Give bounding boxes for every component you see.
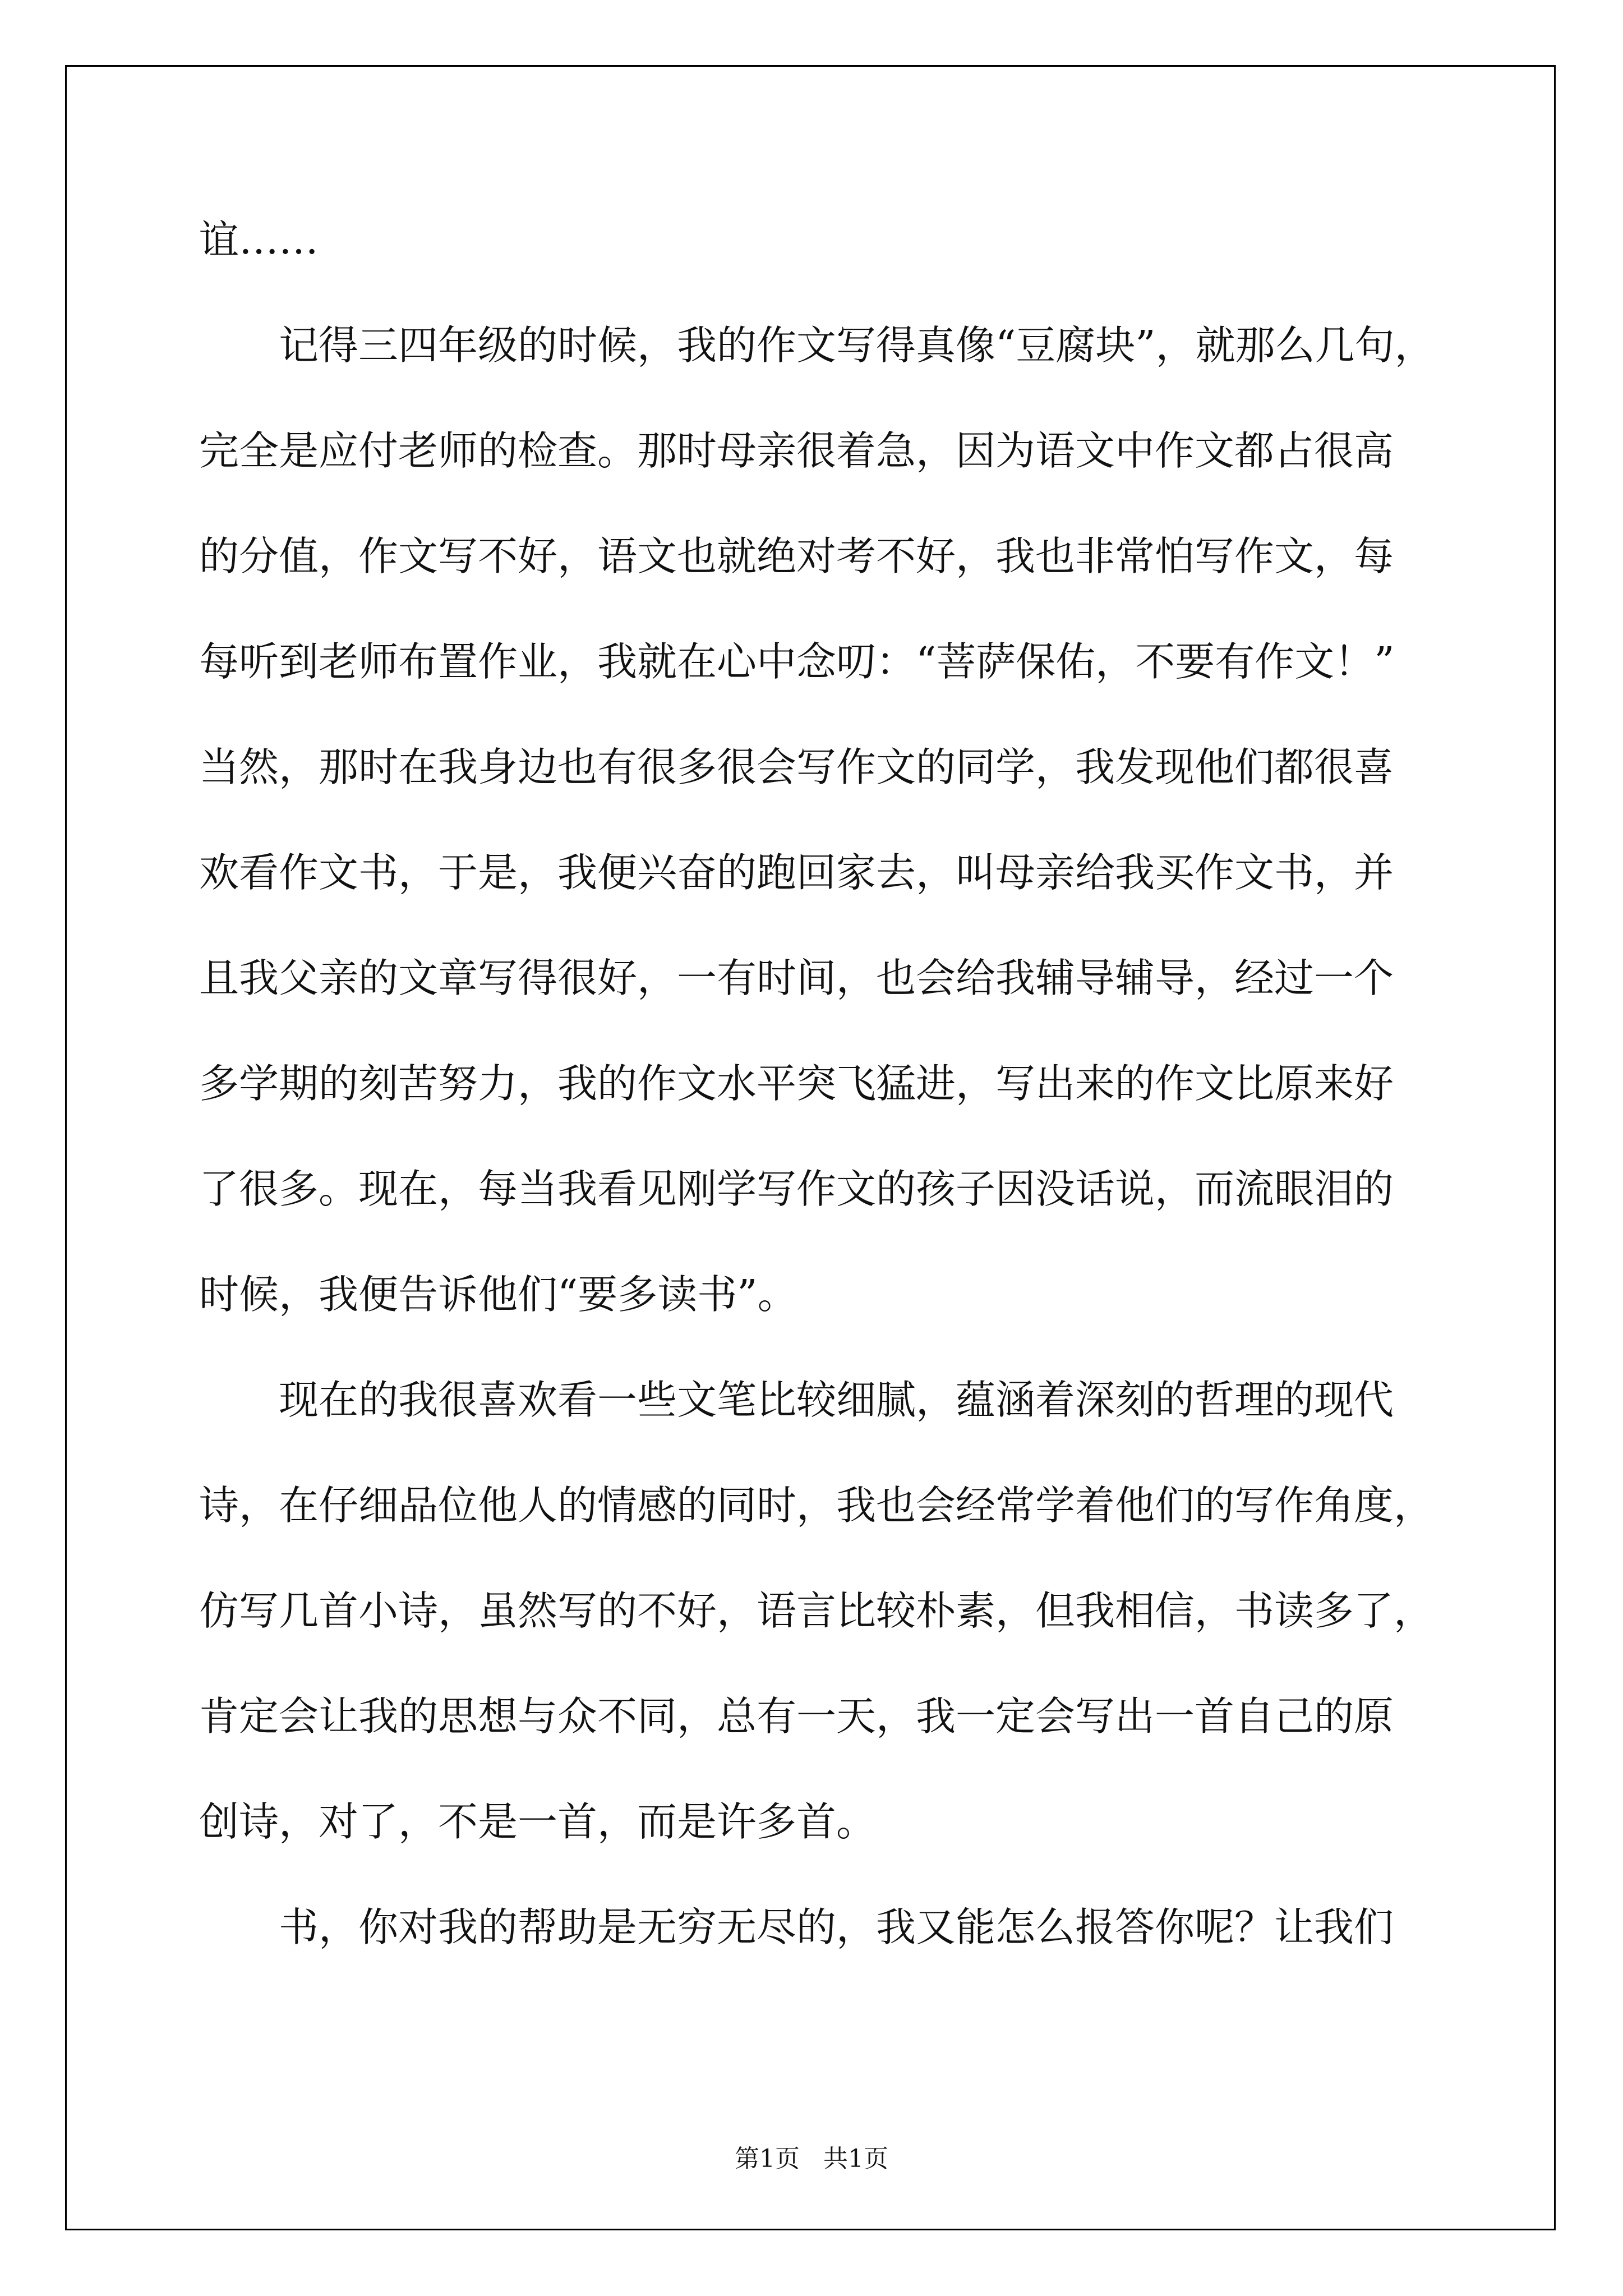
text-line-7: 欢看作文书，于是，我便兴奋的跑回家去，叫母亲给我买作文书，并: [199, 849, 1394, 896]
text-line-17: 书，你对我的帮助是无穷无尽的，我又能怎么报答你呢？让我们: [199, 1904, 1394, 1950]
text-line-16: 创诗，对了，不是一首，而是许多首。: [199, 1798, 877, 1845]
text-line-11: 时候，我便告诉他们“要多读书”。: [199, 1271, 797, 1318]
text-line-5: 每听到老师布置作业，我就在心中念叨：“菩萨保佑，不要有作文！”: [199, 638, 1395, 685]
text-line-4: 的分值，作文写不好，语文也就绝对考不好，我也非常怕写作文，每: [199, 533, 1394, 579]
text-line-14: 仿写几首小诗，虽然写的不好，语言比较朴素，但我相信，书读多了，: [199, 1588, 1434, 1634]
text-line-8: 且我父亲的文章写得很好，一有时间，也会给我辅导辅导，经过一个: [199, 955, 1394, 1001]
text-line-1: 谊……: [199, 217, 319, 263]
text-line-10: 了很多。现在，每当我看见刚学写作文的孩子因没话说，而流眼泪的: [199, 1166, 1394, 1212]
page-footer: 第1页 共1页: [735, 2145, 888, 2173]
text-line-13: 诗，在仔细品位他人的情感的同时，我也会经常学着他们的写作角度，: [199, 1482, 1434, 1529]
text-line-6: 当然，那时在我身边也有很多很会写作文的同学，我发现他们都很喜: [199, 744, 1394, 790]
text-line-3: 完全是应付老师的检查。那时母亲很着急，因为语文中作文都占很高: [199, 427, 1394, 474]
text-line-12: 现在的我很喜欢看一些文笔比较细腻，蕴涵着深刻的哲理的现代: [199, 1377, 1394, 1423]
text-line-9: 多学期的刻苦努力，我的作文水平突飞猛进，写出来的作文比原来好: [199, 1060, 1394, 1107]
text-line-15: 肯定会让我的思想与众不同，总有一天，我一定会写出一首自己的原: [199, 1693, 1394, 1740]
text-line-2: 记得三四年级的时候，我的作文写得真像“豆腐块”，就那么几句，: [199, 322, 1435, 369]
